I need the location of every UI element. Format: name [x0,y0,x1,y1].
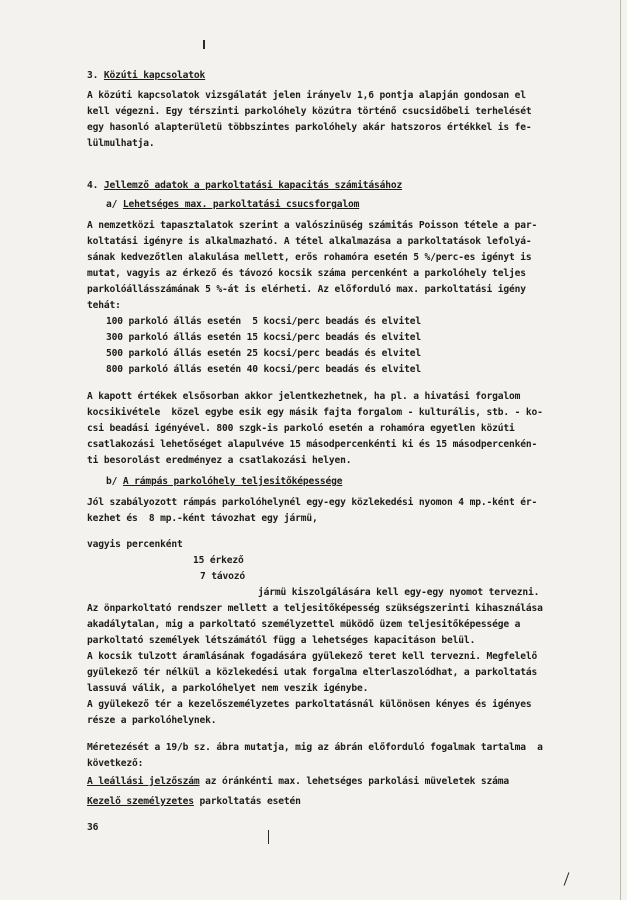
section-4-heading: 4. Jellemző adatok a parkoltatási kapacitás számitásához [87,180,403,191]
subsection-b-heading: b/ A rámpás parkolóhely teljesitőképessége [106,476,343,487]
page-edge [620,0,621,900]
body-line: A nemzetközi tapasztalatok szerint a valószinüség számitás Poisson tétele a par- [87,220,538,231]
body-line: koltatási igényre is alkalmazható. A tétel alkalmazása a parkoltatások lefolyá- [87,236,532,247]
body-line: jármü kiszolgálására kell egy-egy nyomot tervezni. [258,587,540,598]
section-3-line: kell végezni. Egy térszinti parkolóhely közútra történő csucsidőbeli terhelését [87,106,532,117]
body-line: ti besorolást eredményez a csatlakozási helyen. [87,455,352,466]
body-line: akadálytalan, mig a parkoltató személyzettel müködő üzem teljesitőképessége a [87,619,521,630]
body-line: A kocsik tulzott áramlásának fogadására gyülekező teret kell tervezni. Megfelelő [87,651,538,662]
body-line: A gyülekező tér a kezelőszemélyzetes parkoltatásnál különösen kényes és igényes [87,699,532,710]
count-line: 15 érkező [193,555,244,566]
capacity-row: 100 parkoló állás esetén 5 kocsi/perc beadás és elvitel [106,316,422,327]
subsection-a-heading: a/ Lehetséges max. parkoltatási csucsforgalom [106,199,360,210]
body-line: tehát: [87,300,121,311]
body-line: parkolóállásszámának 5 %-át is elérheti. Az előforduló max. parkoltatási igény [87,284,526,295]
body-line: csatlakozási lehetőséget alapulvéve 15 másodpercenkénti ki és 15 másodpercenkén- [87,439,538,450]
count-line: 7 távozó [200,571,246,582]
body-line: része a parkolóhelynek. [87,715,217,726]
definition-line: Kezelő személyzetes parkoltatás esetén [87,796,301,807]
body-line: mutat, vagyis az érkező és távozó kocsik száma percenként a parkolóhely teljes [87,268,526,279]
body-line: sának kedvezőtlen alakulása mellett, erős rohamóra esetén 5 %/perc-es igényt is [87,252,532,263]
body-line: A kapott értékek elsősorban akkor jelentkezhetnek, ha pl. a hivatási forgalom [87,391,521,402]
body-line: vagyis percenként [87,539,183,550]
body-line: kezhet és 8 mp.-ként távozhat egy jármü, [87,513,318,524]
body-line: Az önparkoltató rendszer mellett a teljesitőképesség szükségszerinti kihasználása [87,603,543,614]
capacity-row: 300 parkoló állás esetén 15 kocsi/perc beadás és elvitel [106,332,422,343]
section-3-heading: 3. Közúti kapcsolatok [87,70,206,81]
section-3-line: A közúti kapcsolatok vizsgálatát jelen irányelv 1,6 pontja alapján gondosan el [87,90,526,101]
body-line: lassuvá válik, a parkolóhelyet nem veszik igénybe. [87,683,369,694]
body-line: Méretezését a 19/b sz. ábra mutatja, mig az ábrán előforduló fogalmak tartalma a [87,742,543,753]
definition-line: A leállási jelzőszám az óránkénti max. lehetséges parkolási müveletek száma [87,776,509,787]
capacity-row: 500 parkoló állás esetén 25 kocsi/perc beadás és elvitel [106,348,422,359]
page-number: 36 [87,822,99,833]
body-line: következő: [87,758,144,769]
body-line: Jól szabályozott rámpás parkolóhelynél egy-egy közlekedési nyomon 4 mp.-ként ér- [87,497,538,508]
body-line: parkoltató személyek létszámától függ a lehetséges kapacitáson belül. [87,635,476,646]
section-3-line: lülmulhatja. [87,138,155,149]
body-line: kocsikivétele közel egybe esik egy másik fajta forgalom - kulturális, stb. - ko- [87,407,543,418]
scan-mark [203,40,205,49]
scan-mark [268,830,269,844]
section-3-line: egy hasonló alapterületü többszintes parkolóhely akár hatszoros értékkel is fe- [87,122,532,133]
capacity-row: 800 parkoló állás esetén 40 kocsi/perc beadás és elvitel [106,364,422,375]
scan-mark [564,872,570,885]
body-line: gyülekező tér nélkül a közlekedési utak forgalma elterlaszolódhat, a parkoltatás [87,667,538,678]
body-line: csi beadási igényével. 800 szgk-is parkoló esetén a rohamóra egyetlen közúti [87,423,515,434]
